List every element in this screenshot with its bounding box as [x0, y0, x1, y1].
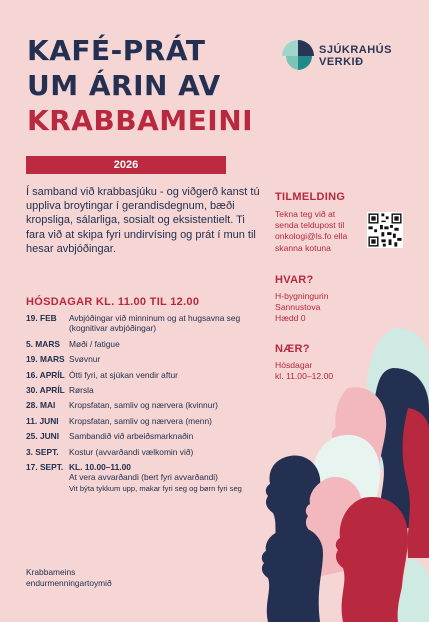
title-line-2: UM ÁRIN AV	[27, 69, 221, 102]
footer-team	[26, 567, 112, 588]
schedule-item	[26, 416, 271, 426]
registration-email: onkologi@ls.fo ella	[275, 231, 348, 242]
schedule-time: KL. 10.00–11.00	[69, 462, 131, 473]
footer-line-2: endurmenningartoymið	[26, 577, 112, 588]
schedule-topic: Ótti fyri, at sjúkan vendir aftur	[69, 369, 178, 380]
where-text	[275, 291, 329, 325]
schedule-date: 30. APRÍL	[26, 385, 65, 396]
schedule-date: 3. SEPT.	[26, 446, 59, 457]
when-line: Hósdagar	[275, 360, 313, 370]
registration-heading: TILMELDING	[275, 191, 346, 203]
year-banner: 2026	[26, 156, 226, 174]
profile-red-front	[336, 497, 408, 622]
schedule-item	[26, 447, 271, 457]
schedule-heading: HÓSDAGAR KL. 11.00 TIL 12.00	[26, 296, 200, 308]
title-line-3: KRABBAMEINI	[27, 104, 254, 137]
footer-line-1: Krabbameins	[26, 567, 76, 577]
schedule-topic: Svøvnur	[69, 354, 101, 365]
schedule-topic: At vera avvarðandi (bert fyri avvarðandi)	[69, 472, 218, 483]
logo-line-2: VERKIÐ	[319, 56, 364, 68]
schedule-topic: Kropsfatan, samliv og nærvera (menn)	[69, 415, 212, 426]
schedule-list	[26, 313, 271, 498]
registration-text	[275, 209, 347, 254]
where-heading: HVAR?	[275, 274, 314, 286]
schedule-item	[26, 385, 271, 395]
profiles-illustration	[258, 328, 429, 622]
schedule-date: 19. MARS	[26, 354, 65, 365]
schedule-topic: Møði / fatigue	[69, 338, 120, 349]
qr-code-icon[interactable]	[367, 212, 403, 248]
schedule-date: 28. MAI	[26, 400, 56, 411]
schedule-date: 11. JUNI	[26, 415, 59, 426]
schedule-date: 16. APRÍL	[26, 369, 65, 380]
logo-line-1: SJÚKRAHÚS	[319, 44, 392, 56]
schedule-item-last	[26, 462, 271, 493]
schedule-subtext: Vit býta tykkum upp, makar fyri seg og børn fyri seg	[69, 483, 242, 493]
profile-navy-bottom	[262, 527, 323, 622]
where-line: Sannustova	[275, 302, 321, 313]
registration-line: Tekna teg við at	[275, 209, 336, 219]
schedule-date: 5. MARS	[26, 338, 60, 349]
title-line-1: KAFÉ-PRÁT	[27, 34, 206, 67]
schedule-item	[26, 400, 271, 410]
schedule-item	[26, 431, 271, 441]
schedule-topic: Sambandið við arbeiðsmarknaðin	[69, 431, 194, 442]
schedule-topic: Avbjóðingar við minninum og at hugsavna seg (kognitivar avbjóðingar)	[69, 313, 241, 334]
registration-line: senda teldupost til	[275, 220, 345, 231]
schedule-item	[26, 354, 271, 364]
schedule-item	[26, 313, 271, 334]
when-line: kl. 11.00–12.00	[275, 371, 334, 382]
schedule-date: 25. JUNI	[26, 431, 60, 442]
hospital-logo-text	[319, 44, 392, 68]
where-line: Hædd 0	[275, 313, 306, 324]
schedule-topic: Rørsla	[69, 385, 94, 396]
where-line: H-bygningurin	[275, 291, 329, 301]
when-heading: NÆR?	[275, 343, 310, 355]
schedule-topic: Kropsfatan, samliv og nærvera (kvinnur)	[69, 400, 218, 411]
schedule-item	[26, 339, 271, 349]
registration-line: skanna kotuna	[275, 242, 331, 253]
schedule-item	[26, 370, 271, 380]
intro-text: Í samband við krabbasjúku - og viðgerð kanst tú uppliva broytingar í gerandisdegnum, bæði kropsliga, sálarliga, sosialt og eksistentielt. Ti fara við at skipa fyri undirvísing og prát í mun til hesar avbjóðingar.	[26, 186, 260, 255]
schedule-date: 17. SEPT.	[26, 462, 64, 473]
schedule-topic: Kostur (avvarðandi vælkomin við)	[69, 446, 194, 457]
page-title	[27, 33, 253, 138]
schedule-date: 19. FEB	[26, 313, 57, 323]
